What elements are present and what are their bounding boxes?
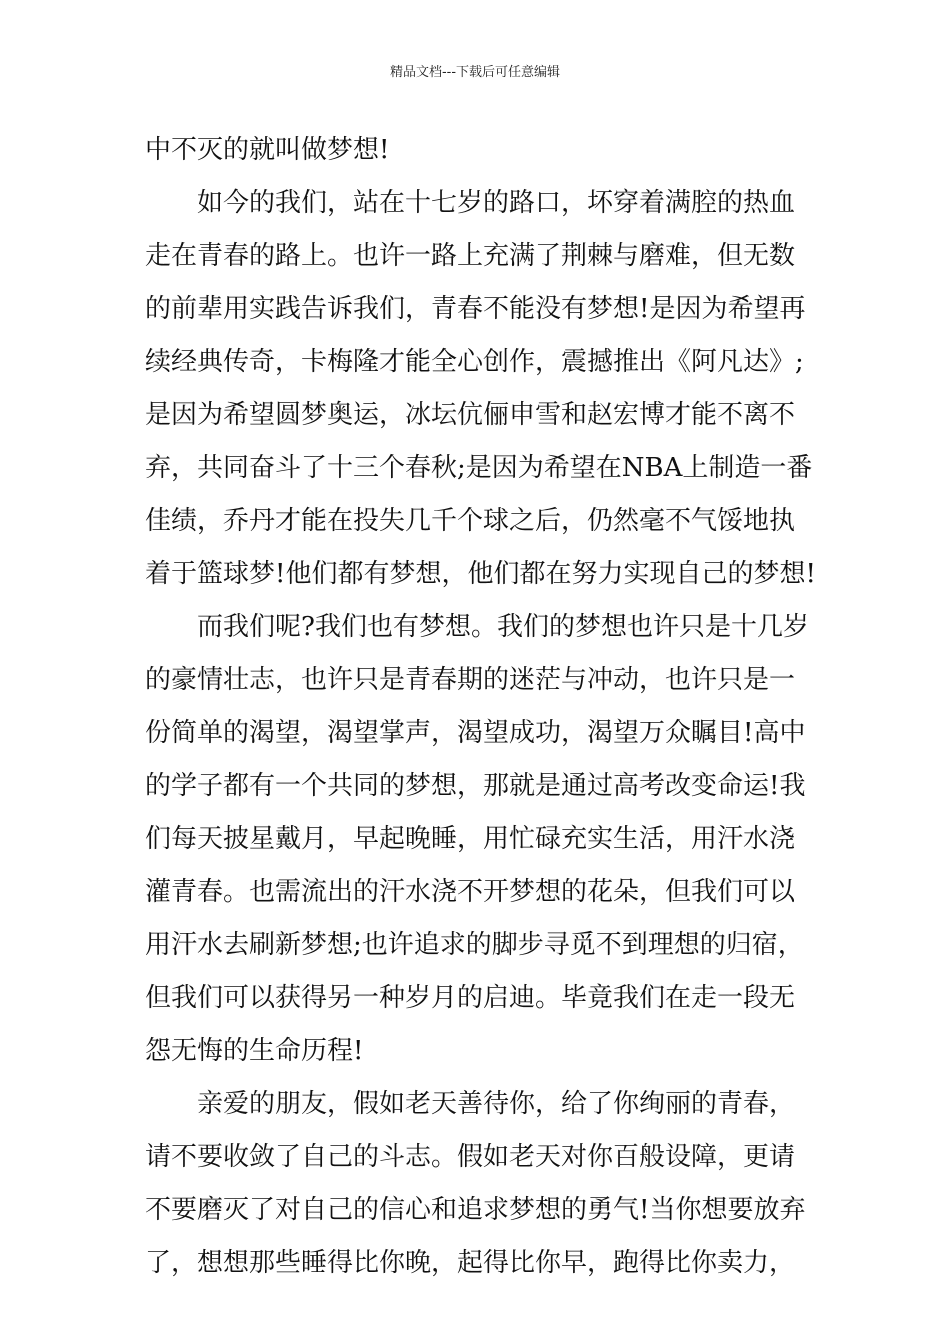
text-line: 了，想想那些睡得比你晚，起得比你早，跑得比你卖力，	[145, 1248, 796, 1278]
text-line: 着于篮球梦!他们都有梦想，他们都在努力实现自己的梦想!	[145, 559, 816, 589]
text-line: 不要磨灭了对自己的信心和追求梦想的勇气!当你想要放弃	[145, 1195, 806, 1225]
text-line: 佳绩，乔丹才能在投失几千个球之后，仍然毫不气馁地执	[145, 506, 796, 536]
body-text	[145, 124, 816, 1290]
text-line: 续经典传奇，卡梅隆才能全心创作，震撼推出《阿凡达》;	[145, 347, 804, 377]
text-line: 中不灭的就叫做梦想!	[145, 135, 390, 165]
text-line: 是因为希望圆梦奥运，冰坛伉俪申雪和赵宏博才能不离不	[145, 400, 796, 430]
paragraph-start-line: 如今的我们，站在十七岁的路口，坏穿着满腔的热血	[197, 188, 796, 218]
paragraph-start-line: 而我们呢?我们也有梦想。我们的梦想也许只是十几岁	[197, 612, 809, 642]
text-line: 怨无悔的生命历程!	[145, 1036, 364, 1066]
text-line: 请不要收敛了自己的斗志。假如老天对你百般设障，更请	[145, 1142, 796, 1172]
text-line: 份简单的渴望，渴望掌声，渴望成功，渴望万众瞩目!高中	[145, 718, 806, 748]
text-line: 的豪情壮志，也许只是青春期的迷茫与冲动，也许只是一	[145, 665, 796, 695]
text-line: 但我们可以获得另一种岁月的启迪。毕竟我们在走一段无	[145, 983, 796, 1013]
text-line: 走在青春的路上。也许一路上充满了荆棘与磨难，但无数	[145, 241, 796, 271]
page-header: 精品文档---下载后可任意编辑	[389, 65, 561, 80]
text-line: 灌青春。也需流出的汗水浇不开梦想的花朵，但我们可以	[145, 877, 796, 907]
text-line: 弃，共同奋斗了十三个春秋;是因为希望在NBA上制造一番	[145, 453, 813, 483]
paragraph-start-line: 亲爱的朋友，假如老天善待你，给了你绚丽的青春，	[197, 1089, 796, 1119]
text-line: 的学子都有一个共同的梦想，那就是通过高考改变命运!我	[145, 771, 806, 801]
text-line: 们每天披星戴月，早起晚睡，用忙碌充实生活，用汗水浇	[145, 824, 796, 854]
text-line: 用汗水去刷新梦想;也许追求的脚步寻觅不到理想的归宿，	[145, 930, 804, 960]
text-line: 的前辈用实践告诉我们，青春不能没有梦想!是因为希望再	[145, 294, 806, 324]
